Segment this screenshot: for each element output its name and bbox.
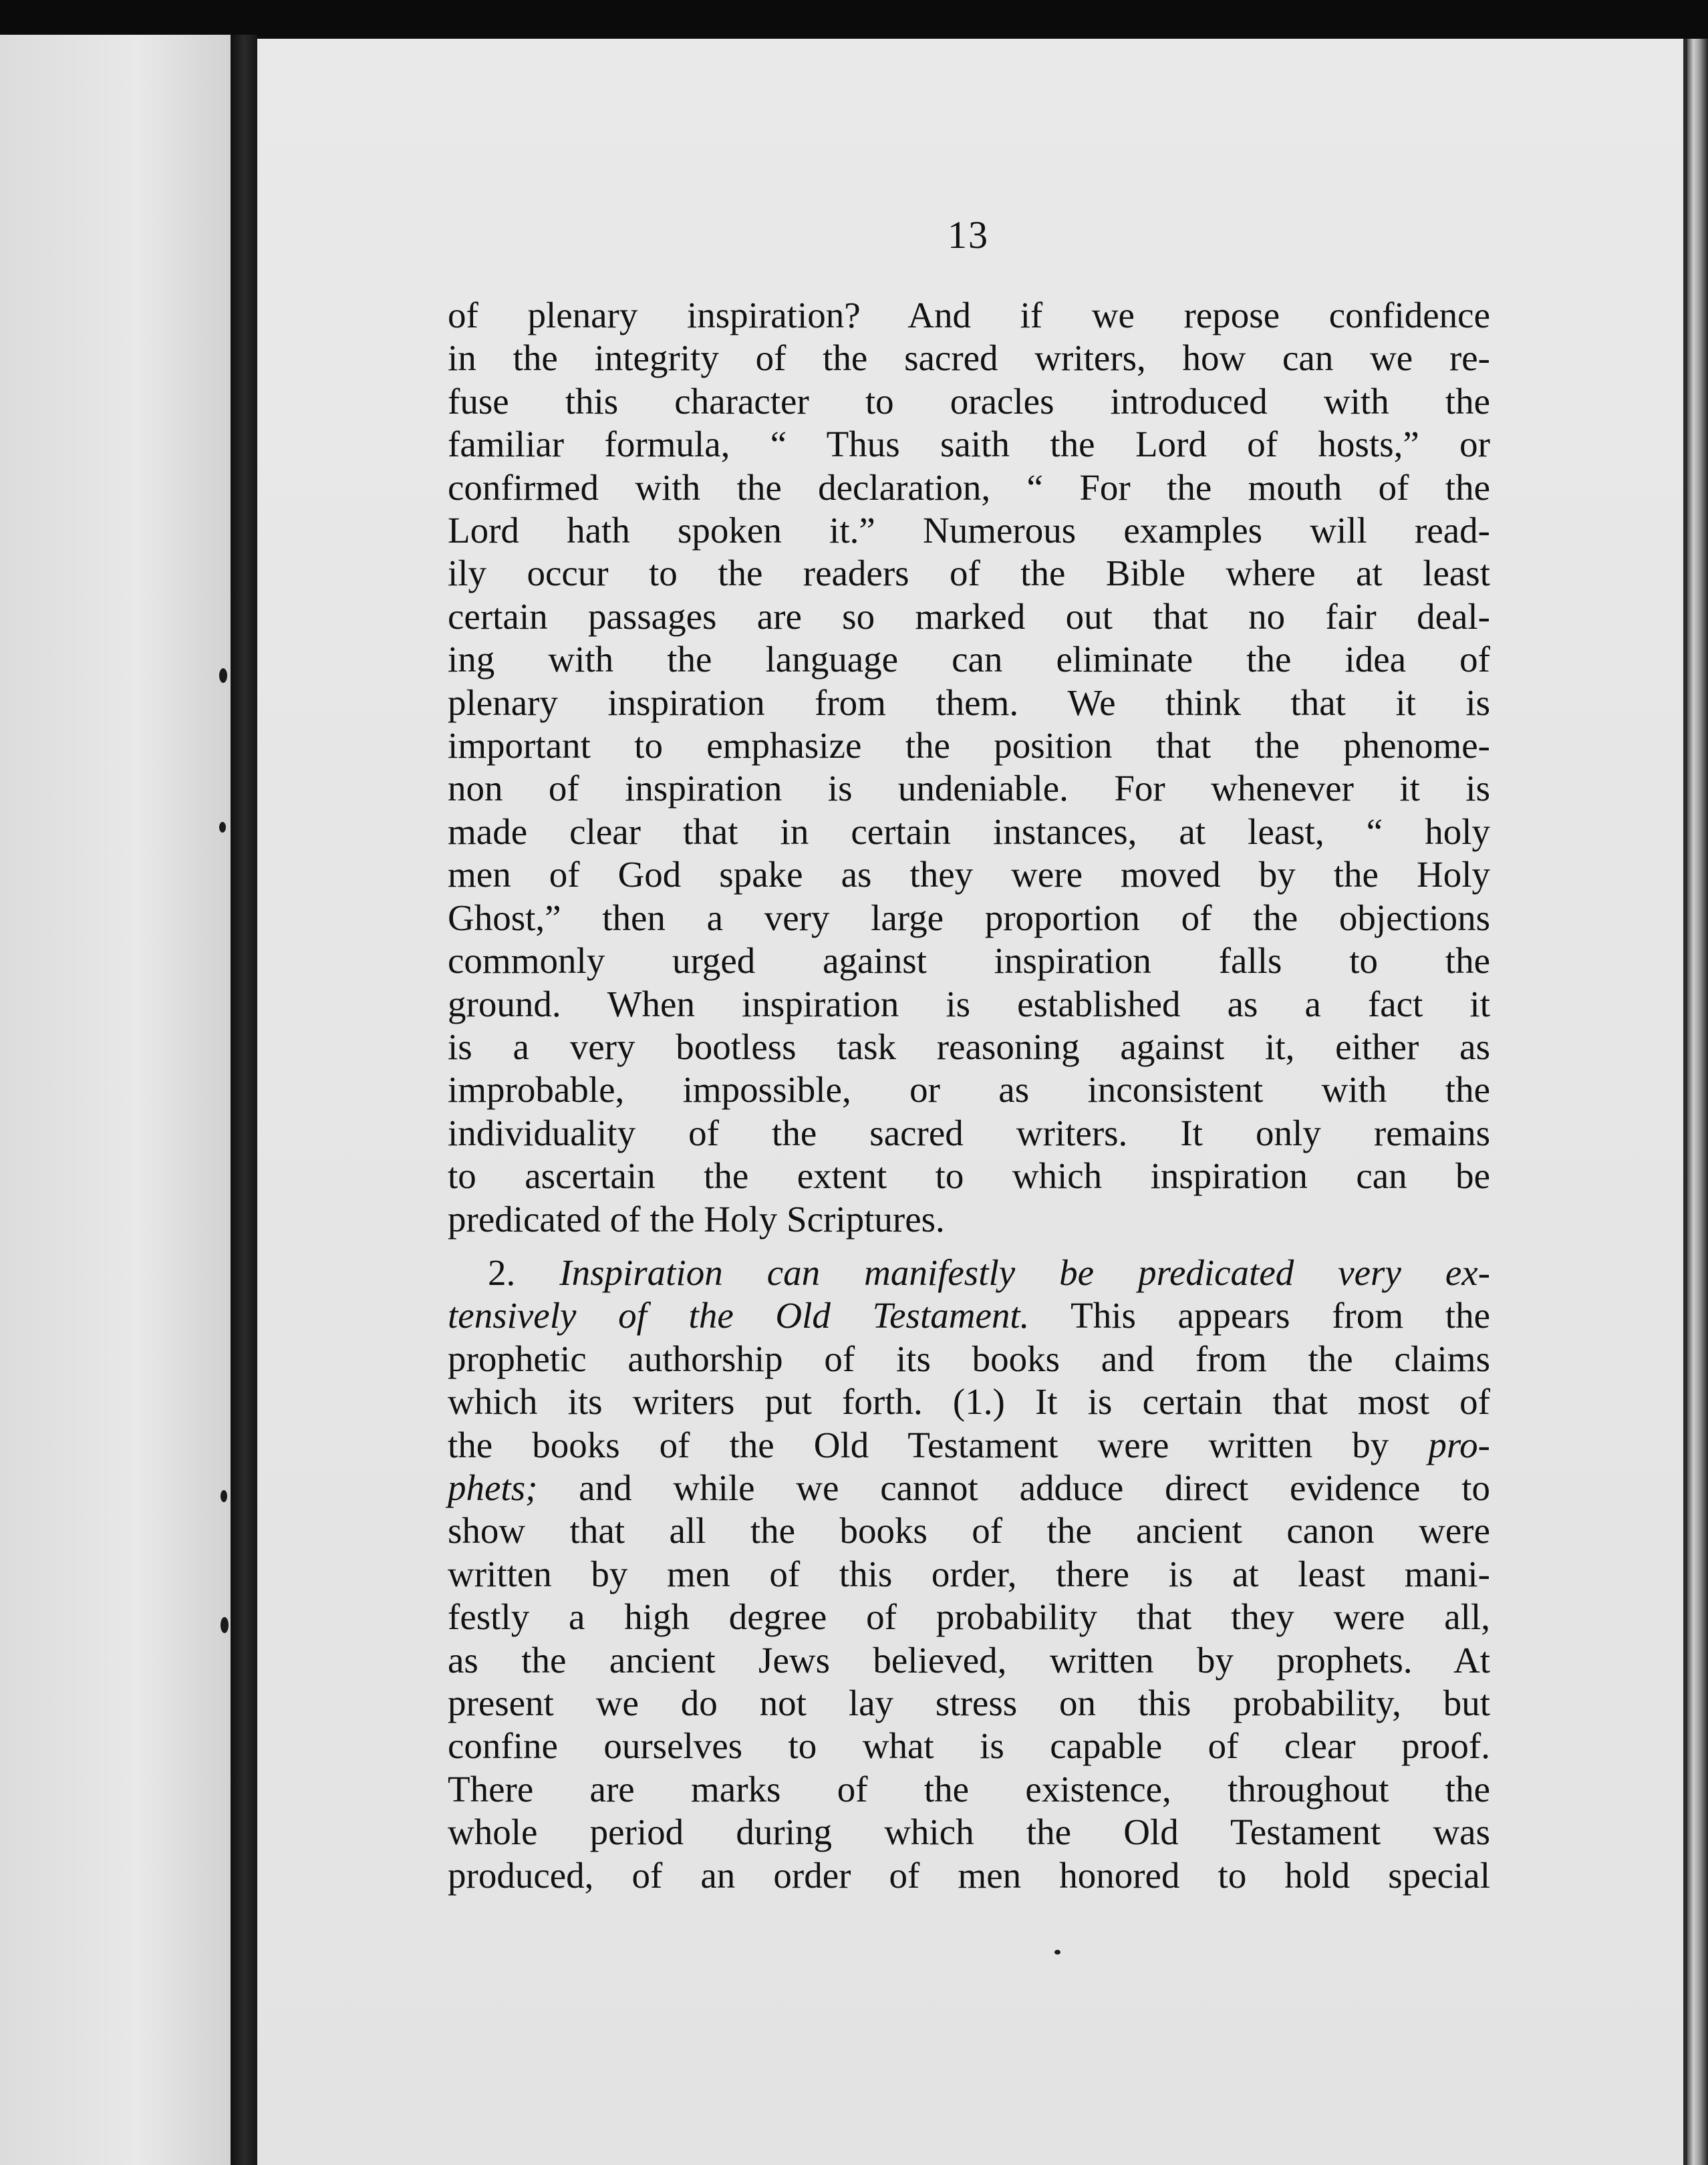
text-line [448,1467,1490,1509]
text-line: present we do not lay stress on this probability, but [448,1683,1490,1723]
text-line [448,1294,1490,1337]
text-line: confirmed with the declaration, “ For the mouth of the [448,466,1490,508]
text-line: important to emphasize the position that the phenome- [448,725,1490,766]
text-line: plenary inspiration from them. We think that it is [448,682,1490,723]
text-line: There are marks of the existence, throughout the [448,1768,1490,1810]
text-line: whole period during which the Old Testament was [448,1812,1490,1853]
text-line: non of inspiration is undeniable. For whenever it is [448,768,1490,809]
italic-word: pro- [1428,1424,1490,1465]
text-line: ing with the language can eliminate the idea of [448,639,1490,680]
text-line [448,1424,1490,1467]
section-heading: Inspiration can manifestly be predicated very ex- [559,1252,1491,1293]
ink-speck [219,668,227,683]
body-text [448,294,1490,1897]
text-line: Lord hath spoken it.” Numerous examples will read- [448,510,1490,551]
text-line: men of God spake as they were moved by the Holy [448,854,1490,895]
text-line: of plenary inspiration? And if we repose confidence [448,295,1490,335]
text-line: festly a high degree of probability that they were all, [448,1596,1490,1638]
right-page-edge [1687,39,1708,2165]
paragraph-gap [448,1241,1490,1252]
ink-speck [1054,1950,1060,1955]
text-line: predicated of the Holy Scriptures. [448,1198,945,1240]
text-line: Ghost,” then a very large proportion of the objections [448,897,1490,938]
section-heading-line [448,1252,1490,1294]
text-line: made clear that in certain instances, at least, “ holy [448,811,1490,852]
ink-speck [221,1617,229,1633]
ink-speck [221,1490,227,1502]
text-line: prophetic authorship of its books and from the claims [448,1338,1490,1379]
section-number: 2. [488,1252,516,1293]
text-line: fuse this character to oracles introduced with the [448,380,1490,422]
text-line: commonly urged against inspiration falls to the [448,940,1490,982]
text-line: in the integrity of the sacred writers, how can we re- [448,337,1490,379]
page-number: 13 [948,213,989,257]
text-line: produced, of an order of men honored to hold special [448,1854,1490,1896]
text-line: show that all the books of the ancient canon were [448,1510,1490,1552]
text-line: improbable, impossible, or as inconsistent with the [448,1069,1490,1111]
text-line: which its writers put forth. (1.) It is certain that most of [448,1381,1490,1423]
italic-word: phets; [448,1467,538,1508]
text-fragment: and while we cannot adduce direct evidence to [537,1467,1490,1508]
text-fragment: This appears from the [1029,1295,1490,1336]
text-line: individuality of the sacred writers. It only remains [448,1112,1490,1153]
text-line: confine ourselves to what is capable of clear proof. [448,1725,1490,1767]
book-gutter [231,35,257,2165]
text-line: is a very bootless task reasoning against it, either as [448,1026,1490,1067]
left-page-edge [0,35,231,2165]
text-line: ily occur to the readers of the Bible where at least [448,553,1490,594]
text-line: as the ancient Jews believed, written by prophets. At [448,1639,1490,1681]
text-line: written by men of this order, there is at least mani- [448,1553,1490,1594]
text-line: to ascertain the extent to which inspiration can be [448,1155,1490,1197]
section-heading-continued: tensively of the Old Testament. [448,1295,1030,1336]
text-line: familiar formula, “ Thus saith the Lord of hosts,” or [448,424,1490,465]
text-fragment: the books of the Old Testament were written by [448,1424,1429,1465]
text-line: certain passages are so marked out that no fair deal- [448,595,1490,637]
ink-speck [219,822,226,833]
text-line: ground. When inspiration is established as a fact it [448,983,1490,1024]
